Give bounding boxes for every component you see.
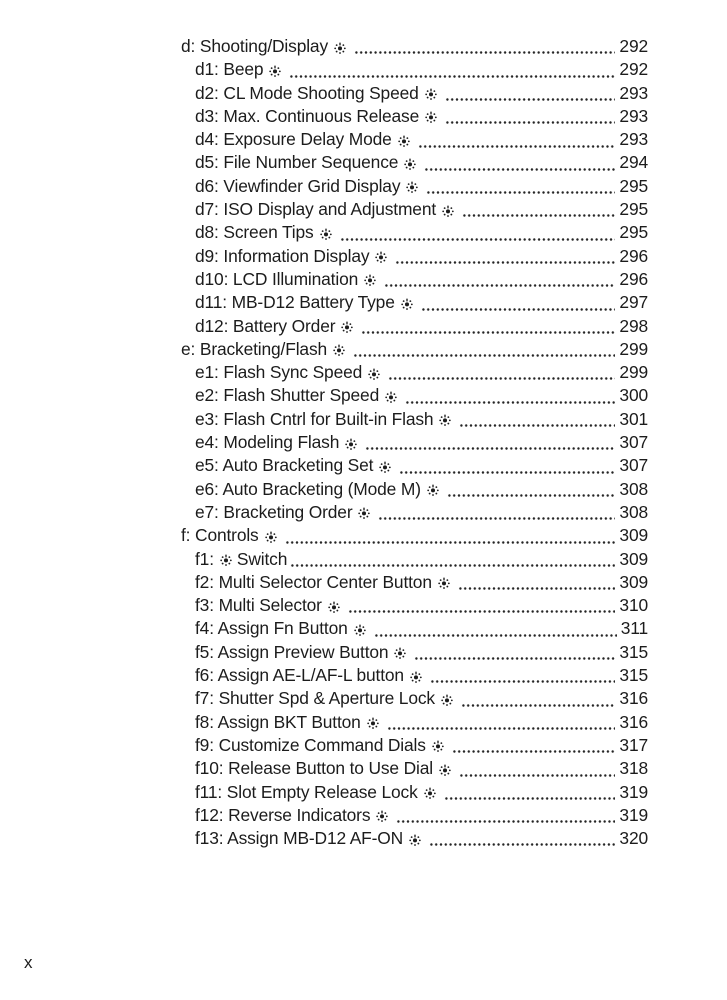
toc-entry[interactable] xyxy=(181,828,648,851)
toc-entry-label xyxy=(195,292,418,313)
toc-entry-label-text: f6: Assign AE-L/AF-L button xyxy=(195,665,404,686)
toc-entry-label-text: e1: Flash Sync Speed xyxy=(195,362,363,383)
illuminator-switch-icon xyxy=(367,367,381,381)
toc-entry-label xyxy=(195,432,362,453)
toc-entry[interactable] xyxy=(181,152,648,175)
toc-entry[interactable] xyxy=(181,665,648,688)
leader-dots xyxy=(378,502,615,525)
toc-entry-page: 298 xyxy=(619,315,648,336)
toc-entry-page: 319 xyxy=(619,781,648,802)
toc-entry-label-text: d6: Viewfinder Grid Display xyxy=(195,175,401,196)
leader-dots xyxy=(421,292,616,315)
toc-entry-label xyxy=(195,782,441,803)
toc-entry[interactable] xyxy=(181,385,648,408)
illuminator-switch-icon xyxy=(405,180,419,194)
illuminator-switch-icon xyxy=(264,530,278,544)
toc-entry[interactable] xyxy=(181,339,648,362)
toc-entry-label xyxy=(181,36,351,57)
toc-entry[interactable] xyxy=(181,782,648,805)
toc-entry-label-suffix: Switch xyxy=(236,548,288,569)
illuminator-switch-icon xyxy=(408,833,422,847)
toc-list xyxy=(181,36,648,851)
toc-entry-label-text: f13: Assign MB-D12 AF-ON xyxy=(195,828,404,849)
toc-entry-label xyxy=(195,665,427,686)
toc-entry-label xyxy=(195,176,423,197)
toc-entry-label xyxy=(195,712,384,733)
toc-entry-label xyxy=(195,642,411,663)
leader-dots xyxy=(418,129,616,152)
illuminator-switch-icon xyxy=(403,157,417,171)
toc-entry-page: 316 xyxy=(619,688,648,709)
toc-entry-page: 307 xyxy=(619,432,648,453)
toc-entry-page: 317 xyxy=(619,734,648,755)
toc-entry[interactable] xyxy=(181,316,648,339)
toc-entry-label xyxy=(195,106,442,127)
toc-entry-label-text: e: Bracketing/Flash xyxy=(181,338,328,359)
leader-dots xyxy=(388,362,615,385)
toc-entry[interactable] xyxy=(181,246,648,269)
toc-entry-label xyxy=(195,479,444,500)
leader-dots xyxy=(387,712,616,735)
toc-entry-page: 299 xyxy=(619,338,648,359)
toc-entry-label-text: e4: Modeling Flash xyxy=(195,432,340,453)
toc-entry-label xyxy=(195,246,392,267)
toc-entry-page: 309 xyxy=(619,571,648,592)
illuminator-switch-icon xyxy=(441,204,455,218)
leader-dots xyxy=(445,83,616,106)
toc-entry-label xyxy=(195,595,345,616)
toc-entry-label xyxy=(195,129,415,150)
toc-entry[interactable] xyxy=(181,59,648,82)
toc-entry[interactable] xyxy=(181,549,648,572)
toc-entry-label xyxy=(195,618,371,639)
leader-dots xyxy=(444,782,616,805)
toc-entry[interactable] xyxy=(181,455,648,478)
illuminator-switch-icon xyxy=(268,64,282,78)
illuminator-switch-icon xyxy=(393,646,407,660)
toc-entry[interactable] xyxy=(181,292,648,315)
illuminator-switch-icon xyxy=(374,250,388,264)
toc-entry-label xyxy=(195,688,458,709)
toc-entry[interactable] xyxy=(181,735,648,758)
toc-entry[interactable] xyxy=(181,712,648,735)
toc-entry-page: 296 xyxy=(619,245,648,266)
toc-entry-label xyxy=(195,222,337,243)
toc-entry-label xyxy=(195,502,375,523)
toc-entry-page: 309 xyxy=(619,548,648,569)
illuminator-switch-icon xyxy=(438,763,452,777)
toc-entry-label-text: e5: Auto Bracketing Set xyxy=(195,455,374,476)
toc-entry-label xyxy=(195,735,449,756)
leader-dots xyxy=(285,525,616,548)
leader-dots xyxy=(290,549,615,572)
toc-entry[interactable] xyxy=(181,362,648,385)
leader-dots xyxy=(424,152,615,175)
toc-entry-label-text: f5: Assign Preview Button xyxy=(195,641,389,662)
toc-entry-label-text: e2: Flash Shutter Speed xyxy=(195,385,380,406)
illuminator-switch-icon xyxy=(366,716,380,730)
toc-entry[interactable] xyxy=(181,572,648,595)
toc-entry-label-text: f12: Reverse Indicators xyxy=(195,804,371,825)
toc-entry-label-text: d1: Beep xyxy=(195,59,264,80)
toc-entry-label xyxy=(195,385,402,406)
toc-entry[interactable] xyxy=(181,595,648,618)
toc-entry-label xyxy=(195,549,287,570)
toc-entry-page: 308 xyxy=(619,501,648,522)
illuminator-switch-icon xyxy=(397,134,411,148)
toc-entry[interactable] xyxy=(181,106,648,129)
toc-entry-label xyxy=(195,828,426,849)
toc-entry-page: 292 xyxy=(619,59,648,80)
toc-entry-label-text: d2: CL Mode Shooting Speed xyxy=(195,82,419,103)
toc-entry[interactable] xyxy=(181,409,648,432)
leader-dots xyxy=(445,106,615,129)
toc-entry-label-text: d12: Battery Order xyxy=(195,315,336,336)
leader-dots xyxy=(452,735,616,758)
toc-entry[interactable] xyxy=(181,36,648,59)
toc-entry-page: 316 xyxy=(619,711,648,732)
toc-entry[interactable] xyxy=(181,618,648,641)
toc-entry-label-text: e3: Flash Cntrl for Built-in Flash xyxy=(195,408,434,429)
toc-entry-page: 300 xyxy=(619,385,648,406)
toc-entry-label xyxy=(195,805,393,826)
toc-entry-page: 293 xyxy=(619,129,648,150)
toc-entry-label-text: f2: Multi Selector Center Button xyxy=(195,571,432,592)
toc-entry-label-text: d3: Max. Continuous Release xyxy=(195,105,420,126)
toc-entry-label xyxy=(195,269,381,290)
illuminator-switch-icon xyxy=(340,320,354,334)
toc-entry-page: 297 xyxy=(619,292,648,313)
toc-entry[interactable] xyxy=(181,269,648,292)
toc-entry[interactable] xyxy=(181,222,648,245)
illuminator-switch-icon xyxy=(378,460,392,474)
toc-entry-page: 315 xyxy=(619,665,648,686)
toc-entry-label-text: f3: Multi Selector xyxy=(195,595,322,616)
toc-entry-page: 307 xyxy=(619,455,648,476)
illuminator-switch-icon xyxy=(440,693,454,707)
toc-entry[interactable] xyxy=(181,83,648,106)
toc-entry-label xyxy=(195,572,455,593)
illuminator-switch-icon xyxy=(357,506,371,520)
toc-entry-label xyxy=(195,199,459,220)
toc-entry-label-text: d10: LCD Illumination xyxy=(195,268,359,289)
toc-entry-label-text: d5: File Number Sequence xyxy=(195,152,399,173)
illuminator-switch-icon xyxy=(409,670,423,684)
toc-entry[interactable] xyxy=(181,642,648,665)
leader-dots xyxy=(354,36,615,59)
illuminator-switch-icon xyxy=(327,600,341,614)
illuminator-switch-icon xyxy=(400,297,414,311)
toc-entry-page: 311 xyxy=(620,618,648,639)
illuminator-switch-icon xyxy=(332,343,346,357)
leader-dots xyxy=(395,246,615,269)
leader-dots xyxy=(348,595,616,618)
toc-entry-label-text: e6: Auto Bracketing (Mode M) xyxy=(195,478,421,499)
leader-dots xyxy=(426,176,615,199)
toc-entry-label xyxy=(195,409,456,430)
leader-dots xyxy=(384,269,615,292)
leader-dots xyxy=(458,572,616,595)
leader-dots xyxy=(461,688,615,711)
leader-dots xyxy=(462,199,615,222)
illuminator-switch-icon xyxy=(344,437,358,451)
toc-entry-label-text: d11: MB-D12 Battery Type xyxy=(195,292,395,313)
toc-entry-label-text: f4: Assign Fn Button xyxy=(195,618,348,639)
toc-entry-label-text: d: Shooting/Display xyxy=(181,36,328,56)
toc-entry-label xyxy=(181,339,350,360)
illuminator-switch-icon xyxy=(423,786,437,800)
leader-dots xyxy=(459,758,615,781)
leader-dots xyxy=(399,455,615,478)
toc-entry-label-text: d7: ISO Display and Adjustment xyxy=(195,199,437,220)
toc-entry[interactable] xyxy=(181,129,648,152)
leader-dots xyxy=(447,479,616,502)
toc-entry-page: 320 xyxy=(619,828,648,849)
toc-entry-page: 292 xyxy=(619,36,648,56)
toc-entry-page: 295 xyxy=(619,199,648,220)
toc-entry-page: 301 xyxy=(619,408,648,429)
leader-dots xyxy=(365,432,615,455)
toc-entry[interactable] xyxy=(181,805,648,828)
toc-entry-page: 293 xyxy=(619,105,648,126)
toc-entry-label xyxy=(195,362,385,383)
leader-dots xyxy=(405,385,615,408)
toc-entry-label-text: d8: Screen Tips xyxy=(195,222,314,243)
illuminator-switch-icon xyxy=(219,553,233,567)
leader-dots xyxy=(459,409,615,432)
illuminator-switch-icon xyxy=(431,739,445,753)
illuminator-switch-icon xyxy=(375,809,389,823)
toc-entry[interactable] xyxy=(181,758,648,781)
toc-entry[interactable] xyxy=(181,199,648,222)
toc-entry[interactable] xyxy=(181,688,648,711)
toc-entry-label xyxy=(195,455,396,476)
toc-entry-page: 295 xyxy=(619,175,648,196)
toc-entry-label-text: f7: Shutter Spd & Aperture Lock xyxy=(195,688,435,709)
toc-entry-page: 319 xyxy=(619,804,648,825)
illuminator-switch-icon xyxy=(333,41,347,55)
toc-entry[interactable] xyxy=(181,479,648,502)
toc-entry-page: 309 xyxy=(619,525,648,546)
toc-entry-label-text: d4: Exposure Delay Mode xyxy=(195,129,392,150)
leader-dots xyxy=(396,805,615,828)
toc-entry-label-text: e7: Bracketing Order xyxy=(195,501,353,522)
leader-dots xyxy=(353,339,615,362)
toc-entry-page: 315 xyxy=(619,641,648,662)
toc-entry-label xyxy=(181,525,282,546)
illuminator-switch-icon xyxy=(426,483,440,497)
illuminator-switch-icon xyxy=(384,390,398,404)
leader-dots xyxy=(374,618,617,641)
leader-dots xyxy=(414,642,615,665)
toc-entry-label xyxy=(195,59,286,80)
illuminator-switch-icon xyxy=(353,623,367,637)
toc-entry-label-text: f8: Assign BKT Button xyxy=(195,711,361,732)
leader-dots xyxy=(429,828,615,851)
toc-entry-page: 308 xyxy=(619,478,648,499)
toc-entry-page: 299 xyxy=(619,362,648,383)
toc-entry-label-text: d9: Information Display xyxy=(195,245,370,266)
toc-entry[interactable] xyxy=(181,432,648,455)
illuminator-switch-icon xyxy=(363,273,377,287)
footer-page-number: x xyxy=(24,953,33,972)
illuminator-switch-icon xyxy=(437,576,451,590)
toc-entry-page: 310 xyxy=(619,595,648,616)
toc-entry-label-text: f1: xyxy=(195,548,214,569)
toc-entry-page: 295 xyxy=(619,222,648,243)
leader-dots xyxy=(340,222,616,245)
toc-entry-label xyxy=(195,83,442,104)
toc-entry-label-text: f9: Customize Command Dials xyxy=(195,734,426,755)
leader-dots xyxy=(289,59,615,82)
toc-entry-label xyxy=(195,758,456,779)
toc-entry-label xyxy=(195,316,358,337)
illuminator-switch-icon xyxy=(438,413,452,427)
toc-entry-page: 296 xyxy=(619,268,648,289)
toc-entry-label-text: f11: Slot Empty Release Lock xyxy=(195,781,418,802)
toc-entry[interactable] xyxy=(181,525,648,548)
leader-dots xyxy=(361,316,615,339)
toc-entry-page: 318 xyxy=(619,758,648,779)
illuminator-switch-icon xyxy=(319,227,333,241)
toc-entry-label-text: f: Controls xyxy=(181,525,259,546)
illuminator-switch-icon xyxy=(424,87,438,101)
toc-entry[interactable] xyxy=(181,176,648,199)
toc-entry-label-text: f10: Release Button to Use Dial xyxy=(195,758,433,779)
illuminator-switch-icon xyxy=(424,110,438,124)
toc-entry-label xyxy=(195,152,421,173)
toc-entry-page: 294 xyxy=(619,152,648,173)
toc-entry[interactable] xyxy=(181,502,648,525)
leader-dots xyxy=(430,665,615,688)
toc-entry-page: 293 xyxy=(619,82,648,103)
